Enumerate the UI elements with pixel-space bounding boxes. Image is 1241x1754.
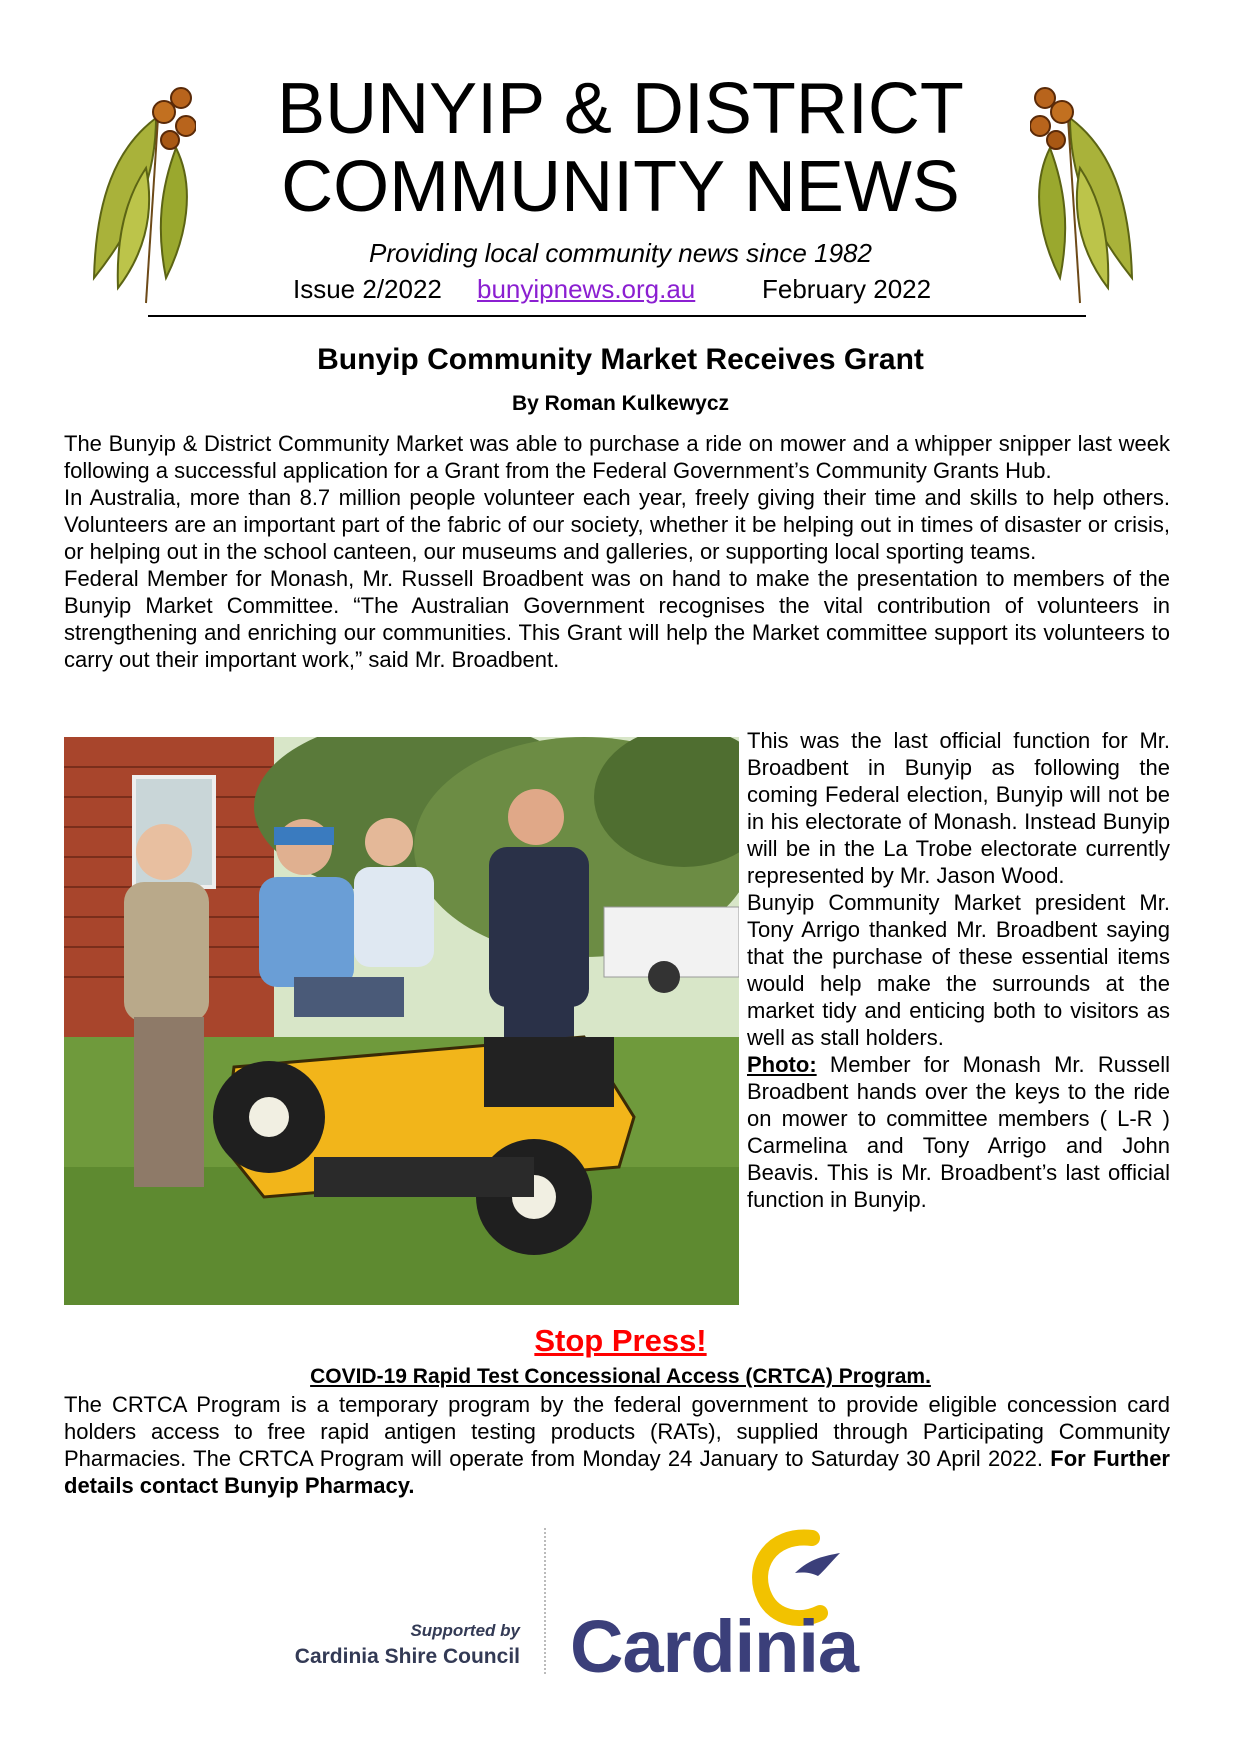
council-name: Cardinia Shire Council [294, 1645, 520, 1668]
photo-caption-text: Member for Monash Mr. Russell Broadbent hands over the keys to the ride on mower to committee members ( L-R ) Carmelina and Tony Arrigo and John Beavis. This is Mr. Broadbent’s last official function in Bunyip. [747, 1052, 1170, 1212]
issue-number: Issue 2/2022 [293, 274, 442, 304]
masthead-title [0, 70, 1241, 226]
article-side-paragraph: This was the last official function for Mr. Broadbent in Bunyip as following the coming Federal election, Bunyip will not be in his electorate of Monash. Instead Bunyip will be in the La Trobe electorate currently represented by Mr. Jason Wood. [747, 728, 1170, 888]
covid-program-contact: For Further details contact Bunyip Pharmacy. [64, 1446, 1170, 1498]
cardinia-logo-word: Cardinia [570, 1605, 859, 1688]
article-photo [64, 737, 739, 1305]
stop-press-heading: Stop Press! [534, 1323, 707, 1358]
article-paragraph: Federal Member for Monash, Mr. Russell Broadbent was on hand to make the presentation to members of the Bunyip Market Committee. “The Australian Government recognises the vital contribution of volunteers in strengthening and enriching our communities. This Grant will help the Market committee support its volunteers to carry out their important work,” said Mr. Broadbent. [64, 566, 1170, 672]
article-paragraph: The Bunyip & District Community Market was able to purchase a ride on mower and a whipper snipper last week following a successful application for a Grant from the Federal Government’s Community Grants Hub. [64, 431, 1170, 483]
covid-program-title: COVID-19 Rapid Test Concessional Access (CRTCA) Program. [310, 1365, 931, 1388]
covid-program-text: The CRTCA Program is a temporary program by the federal government to provide eligible concession card holders access to free rapid antigen testing products (RATs), supplied through Participating Community Pharmacies. The CRTCA Program will operate from Monday 24 January to Saturday 30 April 2022. [64, 1392, 1170, 1471]
masthead-divider [148, 315, 1086, 317]
covid-program-body [64, 1391, 1170, 1499]
photo-caption [747, 1051, 1170, 1213]
issue-date: February 2022 [762, 274, 932, 304]
supported-by-label: Supported by [410, 1621, 520, 1640]
article-byline: By Roman Kulkewycz [511, 392, 730, 415]
website-link[interactable]: bunyipnews.org.au [477, 274, 696, 304]
masthead-tagline: Providing local community news since 1982 [369, 238, 872, 268]
masthead-title-line2: COMMUNITY NEWS [281, 147, 960, 227]
masthead-title-line1: BUNYIP & DISTRICT [277, 69, 964, 149]
article-paragraph: In Australia, more than 8.7 million people volunteer each year, freely giving their time and skills to help others. Volunteers are an important part of the fabric of our society, whether it be helping out in times of disaster or crisis, or helping out in the school canteen, our museums and galleries, or supporting local sporting teams. [64, 485, 1170, 564]
sponsor-credit [280, 1621, 520, 1669]
article-body [64, 430, 1170, 673]
sponsor-divider [544, 1528, 546, 1674]
photo-caption-label: Photo: [747, 1052, 817, 1077]
article-side-column [747, 727, 1170, 1213]
article-headline: Bunyip Community Market Receives Grant [317, 343, 924, 376]
article-side-paragraph: Bunyip Community Market president Mr. Tony Arrigo thanked Mr. Broadbent saying that the purchase of these essential items would help make the surrounds at the market tidy and enticing both to visitors as well as stall holders. [747, 890, 1170, 1050]
